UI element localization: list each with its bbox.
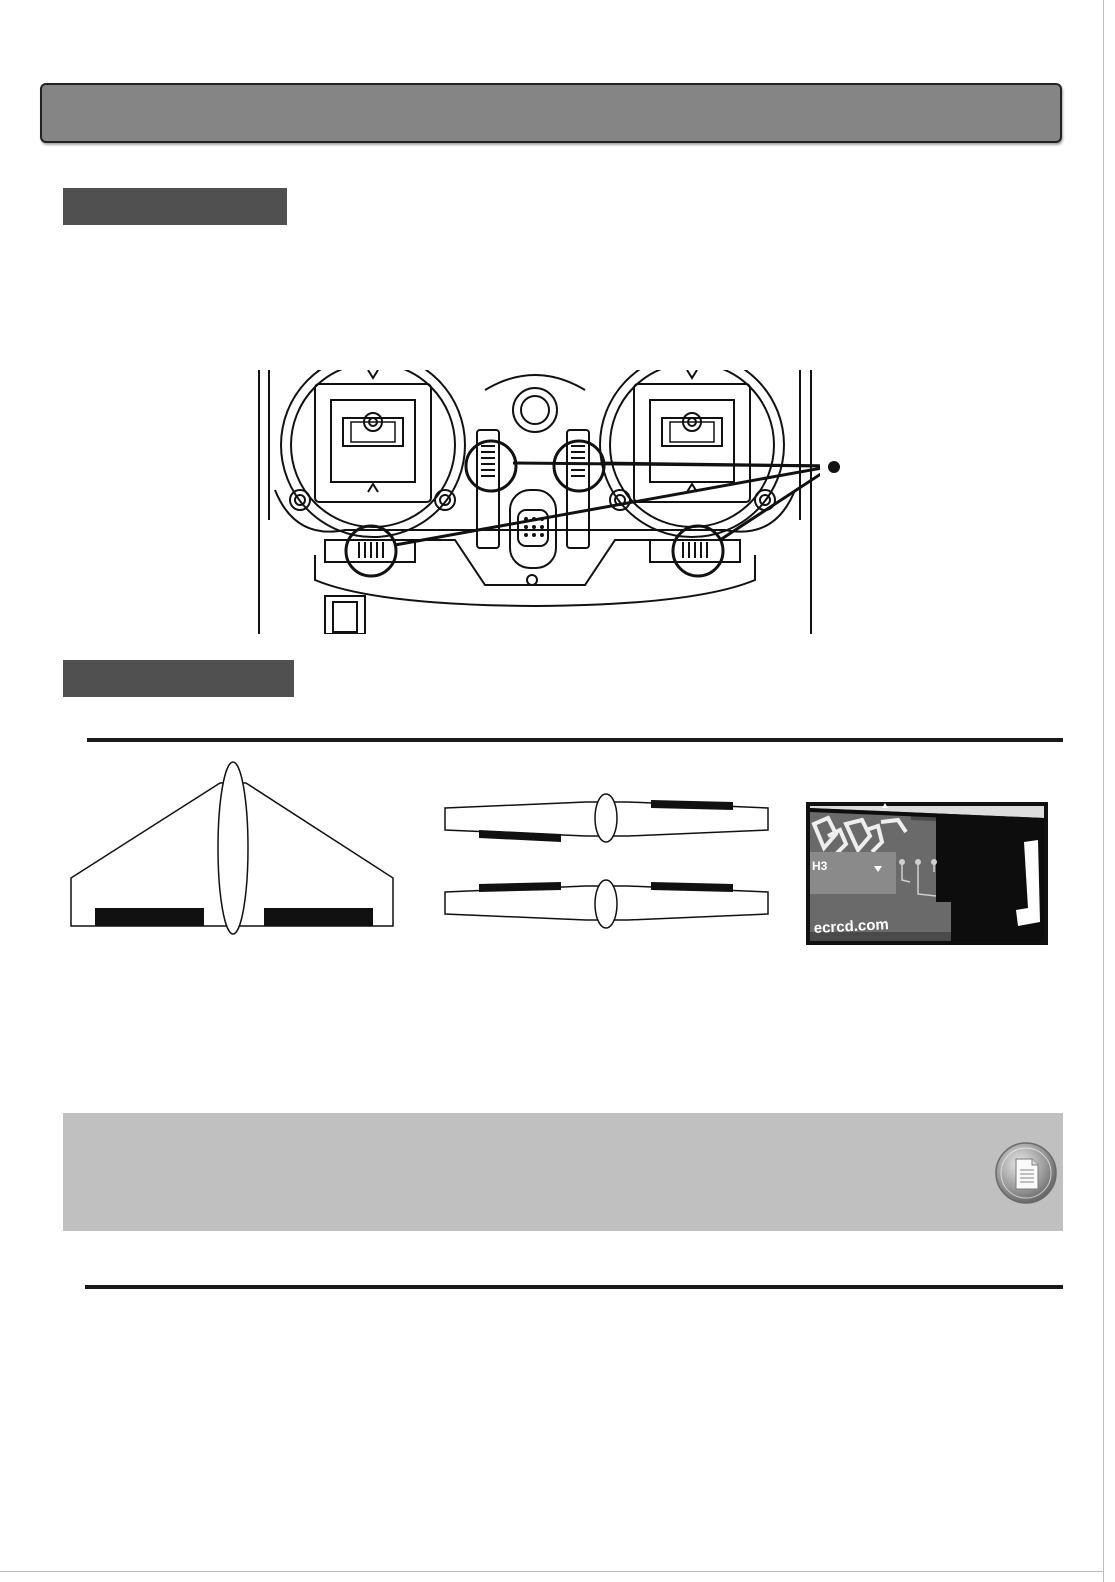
display-inset bbox=[806, 802, 1048, 945]
tail-view-figure bbox=[443, 790, 773, 938]
left-elevon bbox=[95, 908, 204, 926]
transmitter-trim-figure bbox=[255, 370, 820, 634]
section-tab-trim-adjust bbox=[63, 660, 294, 697]
display-url-fragment: ecrcd.com bbox=[813, 916, 890, 937]
channel-label: H3 bbox=[812, 859, 828, 873]
document-icon bbox=[994, 1141, 1058, 1205]
section-rule-2 bbox=[85, 1285, 1063, 1289]
section-tab-trim bbox=[63, 188, 287, 225]
page-bottom-edge bbox=[0, 1571, 1104, 1572]
section-rule-1 bbox=[87, 738, 1063, 742]
right-elevon bbox=[264, 908, 373, 926]
page-title-bar bbox=[40, 83, 1062, 143]
callout-dot bbox=[828, 461, 840, 473]
page-edge bbox=[1103, 0, 1104, 1582]
note-box bbox=[63, 1113, 1063, 1231]
delta-wing-figure bbox=[68, 760, 398, 936]
